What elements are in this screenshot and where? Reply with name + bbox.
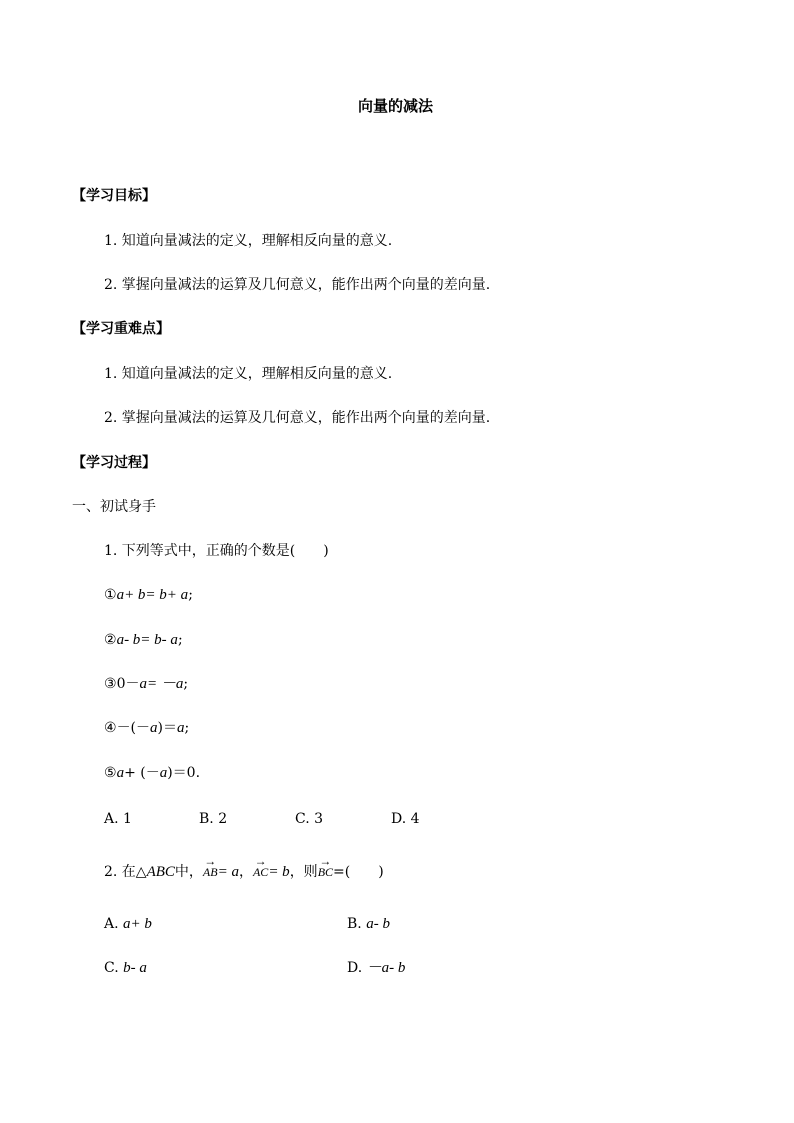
triangle-name: ABC [146,864,175,880]
option-expression: a- b [366,916,390,932]
key-point-item-2: 2. 掌握向量减法的运算及几何意义，能作出两个向量的差向量. [104,410,491,426]
question-1-option-a: A. 1 [104,811,132,827]
option-letter: C. [104,960,119,976]
option-letter: A. [104,916,119,932]
objectives-heading: 【学习目标】 [72,188,156,204]
page-title: 向量的减法 [358,97,434,115]
statement-expression: a [150,720,158,736]
question-1-option-d: D. 4 [391,811,420,827]
question-2-option-c [104,958,147,978]
statement-expression: a+ b= b+ a [116,587,189,603]
vector-ac: → AC [253,862,268,882]
key-point-item-1: 1. 知道向量减法的定义，理解相反向量的意义. [104,366,393,382]
question-2-option-d [347,958,405,978]
statement-prefix: 0－ [116,676,140,692]
statement-middle: )＝ [157,720,177,736]
option-expression: b- a [123,960,147,976]
statement-5 [104,763,200,783]
statement-number: ② [104,632,117,648]
statement-number: ⑤ [104,765,117,781]
option-letter: B. [347,916,362,932]
question-2-then: ，则 [289,864,318,880]
statement-number: ④ [104,720,117,736]
statement-end: ; [188,587,193,603]
question-2-option-b [347,914,390,934]
statement-3 [104,674,188,694]
vector-bc: → BC [318,862,333,882]
option-letter: D. [347,960,363,976]
statement-expression: a- b= b- a [116,632,178,648]
statement-end: ; [184,720,190,736]
statement-prefix: －(－ [116,720,151,736]
objective-item-2: 2. 掌握向量减法的运算及几何意义，能作出两个向量的差向量. [104,277,491,293]
separator: ， [238,864,253,880]
objective-item-1: 1. 知道向量减法的定义，理解相反向量的意义. [104,233,393,249]
part-one-label: 一、初试身手 [72,499,156,515]
statement-number: ① [104,587,117,603]
statement-expression: a= －a [139,676,184,692]
question-2-option-a [104,914,152,934]
statement-number: ③ [104,676,117,692]
question-1-option-b: B. 2 [199,811,228,827]
question-1-stem: 1. 下列等式中，正确的个数是( ) [104,543,329,559]
statement-middle: + (－ [124,765,160,781]
statement-2 [104,630,183,650]
statement-end: ; [177,632,183,648]
process-heading: 【学习过程】 [72,455,156,471]
vector-ab: → AB [203,862,218,882]
statement-end: )＝0. [167,765,201,781]
question-2-stem [104,862,384,882]
statement-expression: a [116,765,125,781]
statement-1 [104,585,193,605]
question-2-end: =( ) [333,864,384,880]
option-expression: －a- b [366,960,406,976]
key-points-heading: 【学习重难点】 [72,321,170,337]
statement-expression-2: a [159,765,168,781]
option-expression: a+ b [123,916,152,932]
statement-end: ; [183,676,189,692]
vector-ac-equals: = b [268,864,290,880]
vector-ab-equals: = a [217,864,239,880]
question-2-mid: 中， [174,864,203,880]
statement-4 [104,718,189,738]
statement-expression-2: a [177,720,185,736]
question-2-prefix: 2. 在△ [104,864,147,880]
question-1-option-c: C. 3 [295,811,324,827]
